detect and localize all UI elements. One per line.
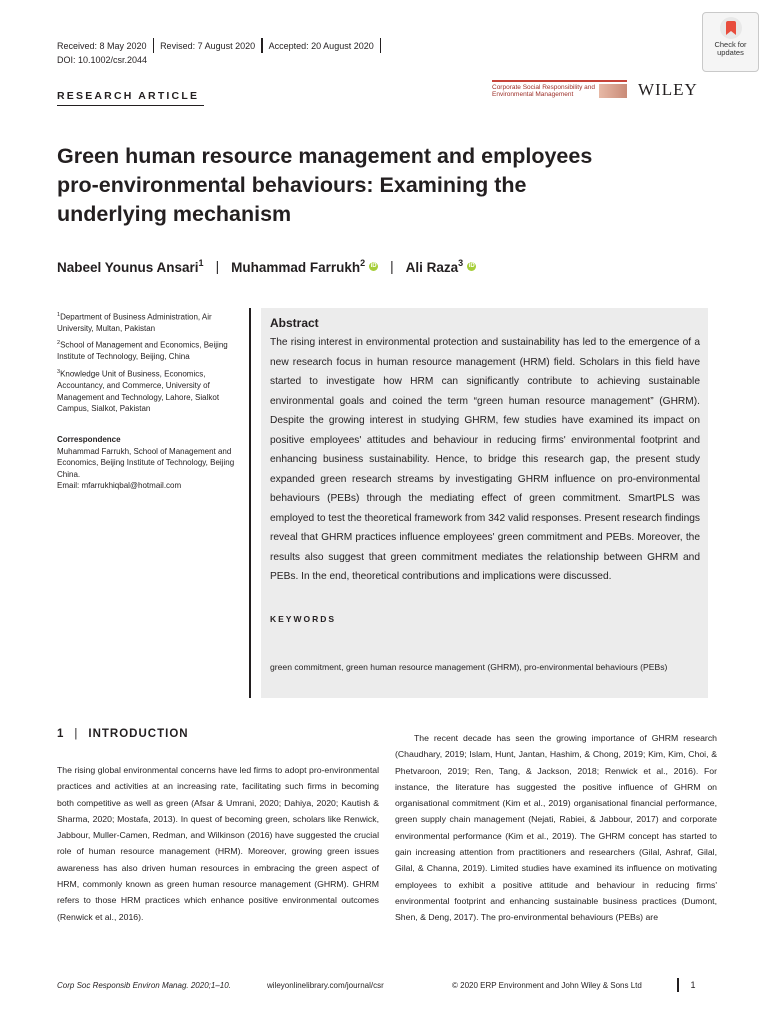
page-footer (57, 978, 710, 992)
journal-logo-graphic (599, 84, 627, 98)
orcid-icon[interactable]: iD (370, 263, 377, 269)
footer-journal: Corp Soc Responsib Environ Manag. 2020;1–10. (57, 980, 231, 990)
journal-logo-line2: Environmental Management (492, 91, 574, 98)
body-column-right: The recent decade has seen the growing importance of GHRM research (Chaudhary, 2019; Islam, Hunt, Jantan, Hashim, & Chong, 2019; Kim, Kim, Choi, & Phetvaroon, 2019; Ren, Tang, & Jackson, 2018; Renwick et al., 2016). For instance, the literature has suggested the positive influence of GHRM on organisational commitment (Kim et al., 2019) organisational financial performance, green supply chain management (Nejati, Rabiei, & Jabbour, 2017) and corporate environmental performance (Kim et al., 2019). The GHRM concept has started to gain increasing attention from practitioners and researchers (Gilal, Ashraf, Gilal, Gilal, & Channa, 2019). Limited studies have examined its influence on motivating employees to exhibit a positive attitude and behaviour in reducing firms' environmental footprint and enhancing sustainable business practices (Dumont, Shen, & Deng, 2017). The pro-environmental behaviours (PEBs) are (395, 733, 717, 923)
page-number: 1 (690, 980, 696, 990)
article-history (57, 38, 381, 53)
affiliation-3: $^3$Knowledge Unit of Business, Economics, Accountancy, and Commerce, University of Management and Technology, Lahore, Sialkot Campus, Sialkot, Pakistan (57, 369, 220, 414)
orcid-icon[interactable]: iD (468, 263, 475, 269)
author-2[interactable]: Muhammad Farrukh$^2$ (231, 258, 366, 275)
author-1[interactable]: Nabeel Younus Ansari$^1$ (57, 258, 204, 275)
body-column-left: The rising global environmental concerns have led firms to adopt pro-environmental practices and activities at an increasing rate, facilitating such firms in becoming both competitive as well as green (Afsar & Umrani, 2020; Dahiya, 2020; Kautish & Sharma, 2020; Mostafa, 2013). In quest of becoming green, scholars like Renwick, Jabbour, Muller-Camen, Redman, and Wilkinson (2016) have suggested the crucial role of human resource management (HRM). Moreover, growing green issues awareness has also driven human resources in embracing the green aspect of HRM, commonly known as green human resource management (GHRM). GHRM refers to those HRM practices which enhance positive environmental outcomes (Renwick et al., 2016). (57, 765, 379, 922)
correspondence-heading: Correspondence (57, 435, 121, 444)
affiliation-2: $^2$School of Management and Economics, Beijing Institute of Technology, Beijing, China (57, 340, 228, 362)
author-3[interactable]: Ali Raza$^3$ (405, 258, 464, 275)
bookmark-icon (720, 17, 742, 39)
author-list (57, 258, 476, 275)
affiliation-1: $^1$Department of Business Administration, Air University, Multan, Pakistan (57, 312, 212, 334)
journal-logo (492, 80, 627, 102)
footer-url[interactable]: wileyonlinelibrary.com/journal/csr (267, 980, 384, 990)
correspondence-email[interactable]: Email: mfarrukhiqbal@hotmail.com (57, 481, 182, 490)
footer-copyright: © 2020 ERP Environment and John Wiley & Sons Ltd (452, 980, 642, 990)
correspondence-text: Muhammad Farrukh, School of Management and Economics, Beijing Institute of Technology, Beijing China. (57, 446, 235, 479)
section-heading: 1 | INTRODUCTION (57, 728, 189, 740)
author-separator: | (215, 259, 220, 274)
abstract-heading: Abstract (270, 316, 319, 330)
divider (249, 308, 251, 698)
correspondence (57, 434, 242, 492)
article-type: RESEARCH ARTICLE (57, 90, 200, 102)
badge-line2: updates (717, 48, 744, 57)
abstract-text: The rising interest in environmental protection and sustainability has led to the emergence of a new research focus in human resource management (HRM) field. Scholars in this field have started to investigate how HRM can significantly contribute to achieving sustainable environmental goals and coined the term “green human resource management” (GHRM). Despite the growing interest in studying GHRM, few studies have examined its impact on positive employees' attitudes and behaviour in reducing firms' environmental footprint and enhancing business sustainability. Hence, to bridge this research gap, the present study expanded green research streams by investigating GHRM influence on pro-environmental behaviours (PEBs) through the mediating effect of green commitment. SmartPLS was employed to test the theoretical framework from 342 valid responses. Present research findings reveal that GHRM practices influence employees' green commitment and PEBs. Moreover, the results also suggest that green commitment mediates the relationship between GHRM and PEBs. In the end, theoretical contributions and implications were discussed. (270, 337, 700, 582)
doi[interactable]: DOI: 10.1002/csr.2044 (57, 55, 148, 65)
accepted-date: Accepted: 20 August 2020 (268, 40, 374, 51)
received-date: Received: 8 May 2020 (57, 40, 147, 51)
badge-line1: Check for (714, 40, 747, 49)
revised-date: Revised: 7 August 2020 (160, 40, 256, 51)
publisher-logo: WILEY (638, 80, 698, 99)
article-title: Green human resource management and employees pro-environmental behaviours: Examining the underlying mechanism (57, 144, 593, 226)
divider (677, 978, 679, 992)
check-for-updates-button[interactable] (702, 12, 759, 72)
journal-logo-line1: Corporate Social Responsibility and (492, 84, 595, 91)
divider (380, 38, 382, 53)
author-separator: | (390, 259, 394, 274)
keywords-text: green commitment, green human resource management (GHRM), pro-environmental behaviours (PEBs) (270, 662, 668, 672)
divider (57, 105, 204, 106)
keywords-heading: KEYWORDS (270, 614, 337, 624)
